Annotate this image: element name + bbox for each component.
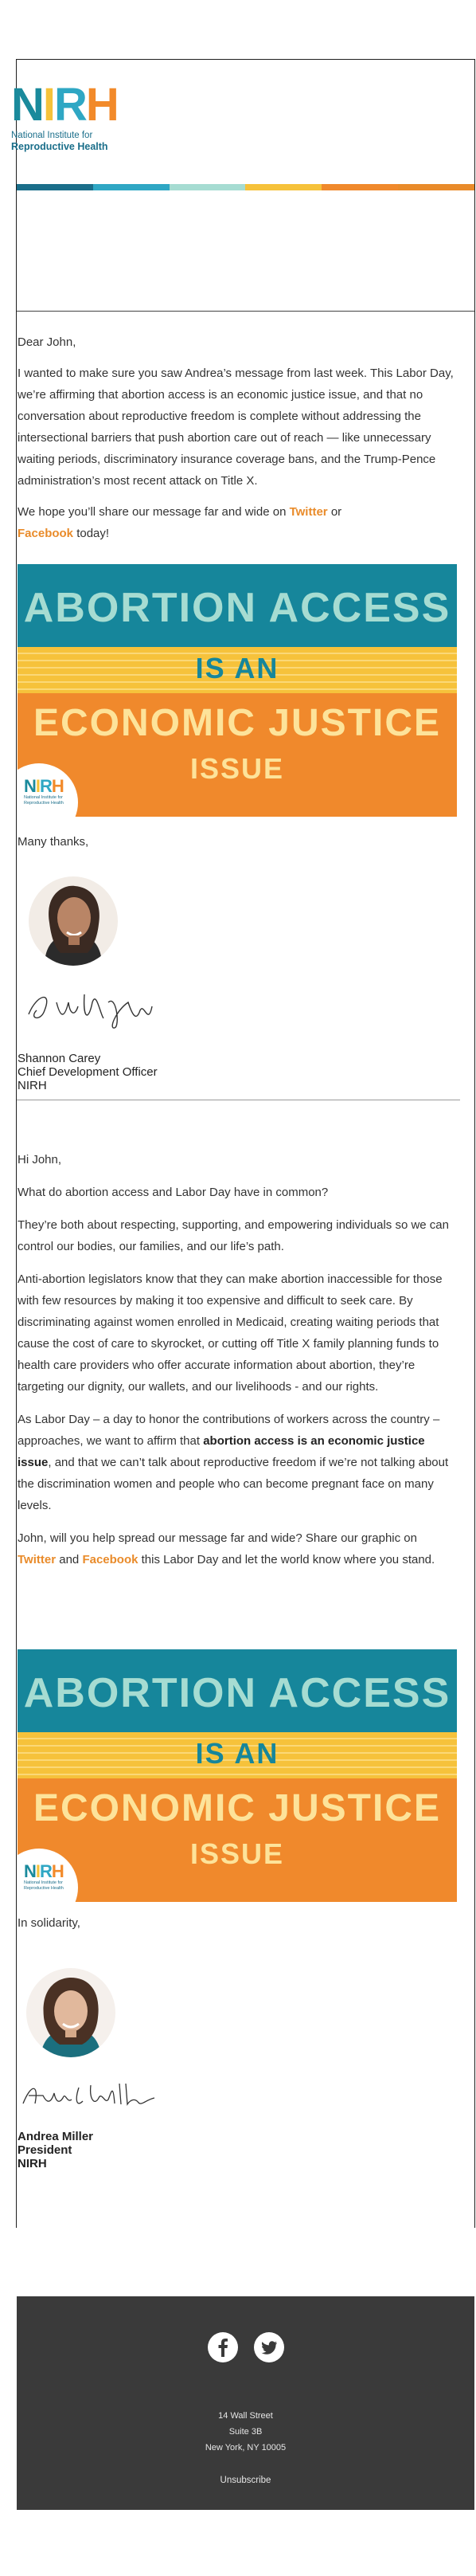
share-paragraph <box>18 1527 457 1570</box>
badge-subtitle: National Institute for Reproductive Health <box>24 795 64 806</box>
unsubscribe-link[interactable]: Unsubscribe <box>220 2476 271 2485</box>
signature-graphic-andrea <box>19 2076 162 2115</box>
badge-letter-r: R <box>40 1861 52 1881</box>
logo-letter-n: N <box>11 79 43 131</box>
portrait-andrea <box>26 1968 115 2057</box>
address-line: 14 Wall Street <box>218 2411 273 2421</box>
address-line: Suite 3B <box>228 2427 263 2437</box>
banner-line-2: IS AN <box>195 1737 279 1770</box>
facebook-button[interactable] <box>208 2332 238 2362</box>
badge-logo-letters <box>24 778 72 795</box>
logo-letter-r: R <box>54 79 86 131</box>
signer-org: NIRH <box>18 1079 47 1092</box>
stripe-segment <box>322 184 398 190</box>
badge-letter-h: H <box>51 776 64 796</box>
avatar <box>26 1968 115 2057</box>
economic-justice-banner[interactable] <box>18 1649 457 1902</box>
signer-info-2 <box>18 2130 457 2170</box>
signer-name: Andrea Miller <box>18 2130 94 2143</box>
stripe-segment <box>170 184 246 190</box>
address-line: New York, NY 10005 <box>205 2443 287 2452</box>
paragraph: They’re both about respecting, supporting, and empowering individuals so we can control our bodies, our families, and our life’s path. <box>18 1218 449 1253</box>
logo-subtitle-line1: National Institute for <box>11 131 93 140</box>
twitter-icon <box>254 2332 284 2362</box>
share-text: today! <box>73 527 110 540</box>
paragraph: What do abortion access and Labor Day have in common? <box>18 1186 329 1199</box>
facebook-icon <box>208 2332 238 2362</box>
closing: Many thanks, <box>18 835 89 849</box>
badge-letter-i: I <box>35 776 41 796</box>
badge-letter-n: N <box>24 1861 36 1881</box>
message-section-1 <box>18 331 457 554</box>
signer-photo-2 <box>26 1968 115 2057</box>
signoff-section-1 <box>18 831 457 862</box>
economic-justice-banner[interactable] <box>18 564 457 817</box>
signer-title: Chief Development Officer <box>18 1065 158 1079</box>
banner-line-3: ECONOMIC JUSTICE <box>33 702 442 744</box>
badge-letter-i: I <box>35 1861 41 1881</box>
logo-letters <box>11 79 118 131</box>
twitter-link[interactable]: Twitter <box>18 1553 57 1566</box>
message-section-2 <box>18 1149 457 1580</box>
facebook-link[interactable]: Facebook <box>82 1553 139 1566</box>
closing: In solidarity, <box>18 1916 80 1930</box>
logo-letter-h: H <box>85 79 118 131</box>
stripe-segment <box>17 184 93 190</box>
nirh-logo[interactable] <box>11 79 118 153</box>
share-text: John, will you help spread our message far and wide? Share our graphic on <box>18 1531 417 1545</box>
facebook-link[interactable]: Facebook <box>18 527 74 540</box>
badge-logo <box>24 778 72 806</box>
logo-subtitle-line2: Reproductive Health <box>11 141 108 152</box>
avatar <box>29 876 118 966</box>
logo-subtitle <box>11 130 118 153</box>
stripe-segment <box>398 184 474 190</box>
share-paragraph <box>18 501 457 544</box>
paragraph-text: , and that we can’t talk about reproductive freedom if we’re not talking about the discrimination women and people who can become pregnant face on many levels. <box>18 1456 449 1512</box>
social-links <box>17 2332 474 2362</box>
paragraph-text: As Labor Day – a day to honor the contributions of workers across the country – approaches, we want to affirm that <box>18 1413 440 1448</box>
share-text: or <box>327 505 342 519</box>
twitter-button[interactable] <box>254 2332 284 2362</box>
portrait-shannon <box>29 876 118 966</box>
logo-letter-i: I <box>42 79 55 131</box>
paragraph-emphasis: abortion access is an economic justice issue <box>18 1434 425 1469</box>
email-footer <box>17 2296 474 2510</box>
stripe-segment <box>245 184 322 190</box>
badge-letter-h: H <box>51 1861 64 1881</box>
stripe-segment <box>93 184 170 190</box>
section-top-border <box>17 311 474 312</box>
banner-line-2: IS AN <box>195 652 279 684</box>
badge-logo <box>24 1863 72 1892</box>
signer-photo-1 <box>29 876 118 966</box>
banner-line-1: ABORTION ACCESS <box>23 585 451 631</box>
signoff-section-2 <box>18 1912 457 1943</box>
mailing-address <box>17 2408 474 2456</box>
greeting: Hi John, <box>18 1153 62 1166</box>
email-header <box>11 60 474 190</box>
header-color-stripe <box>17 184 474 190</box>
banner-wrapper-2 <box>18 1649 457 1902</box>
paragraph: I wanted to make sure you saw Andrea’s message from last week. This Labor Day, we’re affirming that abortion access is an economic justice issue, and that no conversation about reproductive freedom is complete without addressing the intersectional barriers that push abortion care out of reach — like unnecessary waiting periods, discriminatory insurance coverage bans, and the Trump-Pence administration’s most recent attack on Title X. <box>18 367 454 488</box>
banner-line-3: ECONOMIC JUSTICE <box>33 1787 442 1829</box>
badge-letter-r: R <box>40 776 52 796</box>
share-text: We hope you’ll share our message far and wide on <box>18 505 290 519</box>
twitter-link[interactable]: Twitter <box>289 505 328 519</box>
share-text: this Labor Day and let the world know where you stand. <box>138 1553 435 1566</box>
signer-info-1 <box>18 1052 457 1092</box>
signature-2 <box>19 2076 178 2115</box>
banner-line-1: ABORTION ACCESS <box>23 1670 451 1716</box>
greeting: Dear John, <box>18 335 76 349</box>
paragraph <box>18 1409 457 1516</box>
paragraph: Anti-abortion legislators know that they can make abortion inaccessible for those with few resources by making it too expensive and difficult to seek care. By discriminating against women enrolled in Medicaid, creating waiting periods that cause the cost of care to skyrocket, or cutting off Title X family planning funds to health care providers who offer accurate information about abortion, they’re targeting our dignity, our wallets, and our livelihoods - and our rights. <box>18 1272 443 1394</box>
signer-org: NIRH <box>18 2157 47 2170</box>
signature-graphic-shannon <box>21 978 164 1034</box>
share-text: and <box>56 1553 83 1566</box>
badge-subtitle: National Institute for Reproductive Health <box>24 1880 64 1891</box>
badge-letter-n: N <box>24 776 36 796</box>
signature-1 <box>21 978 180 1034</box>
banner-line-4: ISSUE <box>189 1837 285 1870</box>
banner-line-4: ISSUE <box>189 752 285 785</box>
signer-title: President <box>18 2143 72 2157</box>
signer-name: Shannon Carey <box>18 1052 101 1065</box>
badge-logo-letters <box>24 1863 72 1880</box>
banner-wrapper-1 <box>18 564 457 817</box>
